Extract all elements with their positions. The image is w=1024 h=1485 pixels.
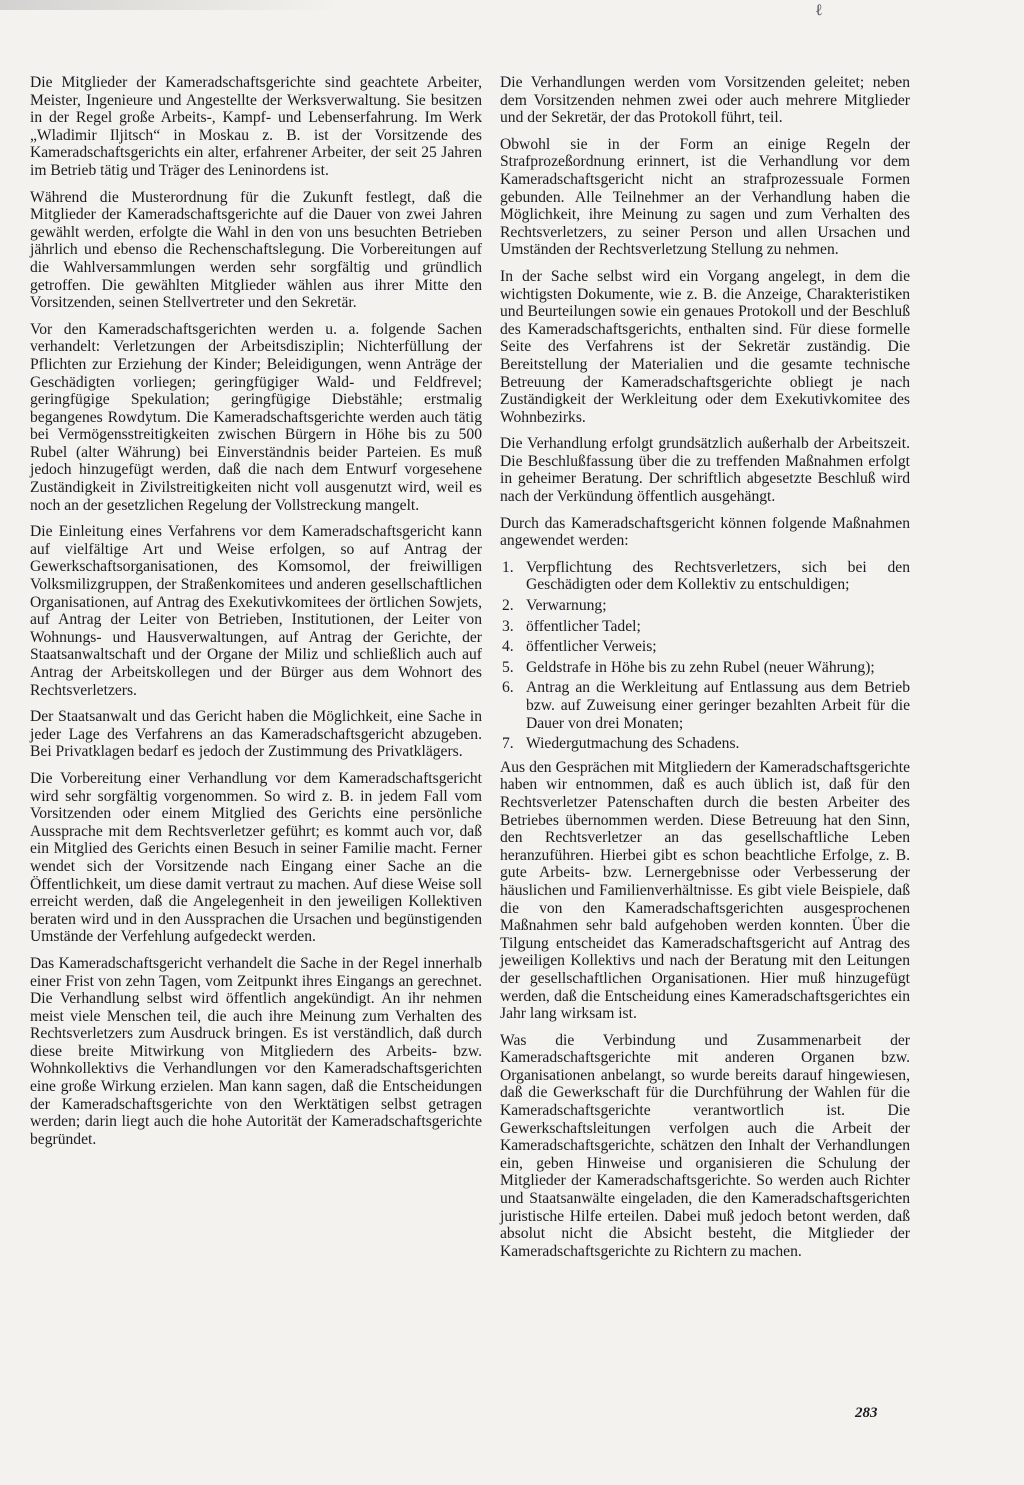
pen-mark: ℓ: [815, 2, 823, 19]
list-item: [502, 558, 910, 594]
paragraph: Während die Musterordnung für die Zukunft festlegt, daß die Mitglieder der Kameradschaftsgerichte auf die Dauer von zwei Jahren gewählt werden, erfolgte die Wahl in den von uns besuchten Betrieben jährlich und ebenso die Rechenschaftslegung. Die Vorbereitungen auf die Wahlversammlungen werden sehr sorgfältig und gründlich getroffen. Die gewählten Mitglieder wählen aus ihrer Mitte den Vorsitzenden, seinen Stellvertreter und den Sekretär.: [30, 188, 482, 312]
list-item-text: Verwarnung;: [526, 597, 607, 615]
list-item-text: Geldstrafe in Höhe bis zu zehn Rubel (neuer Währung);: [526, 658, 875, 676]
list-item-text: öffentlicher Verweis;: [526, 638, 657, 656]
scan-smudge: [0, 0, 340, 10]
list-item: [502, 679, 910, 732]
paragraph: Das Kameradschaftsgericht verhandelt die Sache in der Regel innerhalb einer Frist von zehn Tagen, vom Zeitpunkt ihres Eingangs an gerechnet. Die Verhandlung selbst wird öffentlich angekündigt. An ihr nehmen meist viele Menschen teil, die auch ihre Meinung zum Verhalten des Rechtsverletzers zum Ausdruck bringen. Es ist verständlich, daß durch diese breite Mitwirkung von Mitgliedern des Arbeits- bzw. Wohnkollektivs die Verhandlungen vor den Kameradschaftsgerichten eine große Wirkung erzielen. Man kann sagen, daß die Entscheidungen der Kameradschaftsgerichte von den Werktätigen selbst getragen werden; darin liegt auch die hohe Autorität der Kameradschaftsgerichte begründet.: [30, 954, 482, 1148]
list-item: [502, 638, 910, 656]
paragraph: Was die Verbindung und Zusammenarbeit der Kameradschaftsgerichte mit anderen Organen bzw. Organisationen anbelangt, so wurde bereits darauf hingewiesen, daß die Gewerkschaft für die Durchführung der Wahlen für die Kameradschaftsgerichte verantwortlich ist. Die Gewerkschaftsleitungen verfolgen auch die Arbeit der Kameradschaftsgerichte, schätzen den Inhalt der Verhandlungen ein, geben Hinweise und organisieren die Schulung der Mitglieder der Kameradschaftsgerichte. So werden auch Richter und Staatsanwälte eingeladen, die den Kameradschaftsgerichten juristische Hilfe erteilen. Dabei muß jedoch betont werden, daß absolut nicht die Absicht besteht, die Mitglieder der Kameradschaftsgerichte zu Richtern zu machen.: [500, 1031, 910, 1260]
list-item-text: Antrag an die Werkleitung auf Entlassung aus dem Betrieb bzw. auf Zuweisung einer geringer bezahlten Arbeit für die Dauer von drei Monaten;: [526, 679, 910, 732]
list-item: [502, 658, 910, 677]
list-number: 1.: [502, 558, 514, 576]
list-item-text: Verpflichtung des Rechtsverletzers, sich bei den Geschädigten oder dem Kollektiv zu entschuldigen;: [526, 558, 910, 594]
list-number: 5.: [502, 658, 514, 676]
paragraph: Die Mitglieder der Kameradschaftsgerichte sind geachtete Arbeiter, Meister, Ingenieure und Angestellte der Werksverwaltung. Sie besitzen in der Regel große Arbeits-, Kampf- und Lebenserfahrung. Im Werk „Wladimir Iljitsch“ in Moskau z. B. ist der Vorsitzende des Kameradschaftsgerichts ein alter, erfahrener Arbeiter, der seit 25 Jahren im Betrieb tätig und Träger des Leninordens ist.: [30, 74, 482, 179]
paragraph: Obwohl sie in der Form an einige Regeln der Strafprozeßordnung erinnert, ist die Verhandlung vor dem Kameradschaftsgericht nicht an strafprozessuale Formen gebunden. Alle Teilnehmer an der Verhandlung haben die Möglichkeit, ihre Meinung zu sagen und zum Verhalten des Rechtsverletzers, zu seiner Person und allen Ursachen und Umständen der Rechtsverletzung Stellung zu nehmen.: [500, 135, 910, 259]
list-item: [502, 617, 910, 636]
list-item-text: Wiedergutmachung des Schadens.: [526, 735, 740, 753]
page-number: 283: [855, 1405, 878, 1421]
list-number: 3.: [502, 617, 514, 635]
paragraph: Die Einleitung eines Verfahrens vor dem Kameradschaftsgericht kann auf vielfältige Art und Weise erfolgen, so auf Antrag der Gewerkschaftsorganisationen, des Komsomol, der freiwilligen Volksmilizgruppen, der Straßenkomitees und anderen gesellschaftlichen Organisationen, auf Antrag des Exekutivkomitees der örtlichen Sowjets, auf Antrag der Leiter von Betrieben, Institutionen, der Leiter von Wohnungs- und Hausverwaltungen, auf Antrag der Gerichte, der Staatsanwaltschaft und der Organe der Miliz und schließlich auch auf Antrag der Arbeitskollegen und der Bürger aus dem Wohnort des Rechtsverletzers.: [30, 523, 482, 699]
list-number: 4.: [502, 638, 514, 656]
paragraph: Aus den Gesprächen mit Mitgliedern der Kameradschaftsgerichte haben wir entnommen, daß es auch üblich ist, daß für den Rechtsverletzer Patenschaften durch die besten Arbeiter des Betriebes übernommen werden. Diese Betreuung hat den Sinn, den Rechtsverletzer an das gesellschaftliche Leben heranzuführen. Hierbei gibt es schon beachtliche Erfolge, z. B. gute Arbeits- bzw. Lernergebnisse oder Verbesserung der häuslichen und Familienverhältnisse. Es gibt viele Beispiele, daß die von den Kameradschaftsgerichten ausgesprochenen Maßnahmen sehr bald aufgehoben werden konnten. Über die Tilgung entscheidet das Kameradschaftsgericht auf Antrag des jeweiligen Kollektivs und nach der Beratung mit den Leitungen der gesellschaftlichen Organisationen. Hier muß hinzugefügt werden, daß die Entscheidung eines Kameradschaftsgerichtes ein Jahr lang wirksam ist.: [500, 758, 910, 1023]
paragraph: Die Vorbereitung einer Verhandlung vor dem Kameradschaftsgericht wird sehr sorgfältig vorgenommen. So wird z. B. in jedem Fall vom Vorsitzenden oder einem Mitglied des Gerichts eine persönliche Aussprache mit dem Rechtsverletzer geführt; es kommt auch vor, daß ein Mitglied des Gerichts einen Besuch in seiner Familie macht. Ferner wendet sich der Vorsitzende nach Eingang einer Sache an die Öffentlichkeit, um diese damit vertraut zu machen. Auf diese Weise soll erreicht werden, daß die Angelegenheit in den jeweiligen Kollektiven beraten wird und in den Aussprachen die Ursachen und begünstigenden Umstände der Verfehlung aufgedeckt werden.: [30, 769, 482, 946]
paragraph: Durch das Kameradschaftsgericht können folgende Maßnahmen angewendet werden:: [500, 514, 910, 550]
right-column: [500, 74, 910, 1269]
list-number: 2.: [502, 597, 514, 615]
paragraph: Vor den Kameradschaftsgerichten werden u. a. folgende Sachen verhandelt: Verletzungen der Arbeitsdisziplin; Nichterfüllung der Pflichten zur Erziehung der Kinder; Beleidigungen, wenn Anträge der Geschädigten vorliegen; geringfügiger Wald- und Feldfrevel; geringfügige Spekulation; geringfügige Diebstähle; erstmalig begangenes Rowdytum. Die Kameradschaftsgerichte werden auch tätig bei Vermögensstreitigkeiten zwischen Bürgern in Höhe bis zu 500 Rubel (alter Währung) bei Einverständnis beider Parteien. Es muß jedoch hinzugefügt werden, daß die nach dem Entwurf vorgesehene Zuständigkeit in Zivilstreitigkeiten nicht voll ausgenutzt wird, weil es noch an der gesetzlichen Regelung der Vollstreckung mangelt.: [30, 320, 482, 514]
paragraph: Die Verhandlung erfolgt grundsätzlich außerhalb der Arbeitszeit. Die Beschlußfassung über die zu treffenden Maßnahmen erfolgt in geheimer Beratung. Der schriftlich abgesetzte Beschluß wird nach der Verkündung öffentlich ausgehängt.: [500, 435, 910, 506]
paragraph: Die Verhandlungen werden vom Vorsitzenden geleitet; neben dem Vorsitzenden nehmen zwei oder auch mehrere Mitglieder und der Sekretär, der das Protokoll führt, teil.: [500, 74, 910, 127]
paragraph: In der Sache selbst wird ein Vorgang angelegt, in dem die wichtigsten Dokumente, wie z. B. die Anzeige, Charakteristiken und Beurteilungen sowie ein genaues Protokoll und der Beschluß des Kameradschaftsgerichts, enthalten sind. Für diese formelle Seite des Verfahrens ist der Sekretär zuständig. Die Bereitstellung der Materialien und die gesamte technische Betreuung der Kameradschaftsgerichte obliegt je nach Zuständigkeit der Werkleitung oder dem Exekutivkomitee des Wohnbezirks.: [500, 267, 910, 426]
measures-list: [500, 559, 910, 753]
paragraph: Der Staatsanwalt und das Gericht haben die Möglichkeit, eine Sache in jeder Lage des Verfahrens an das Kameradschaftsgericht abzugeben. Bei Privatklagen bedarf es jedoch der Zustimmung des Privatklägers.: [30, 708, 482, 761]
list-item: [502, 735, 910, 753]
left-column: [30, 74, 482, 1157]
list-item: [502, 597, 910, 615]
list-number: 6.: [502, 679, 514, 697]
list-item-text: öffentlicher Tadel;: [526, 617, 641, 635]
list-number: 7.: [502, 735, 514, 753]
